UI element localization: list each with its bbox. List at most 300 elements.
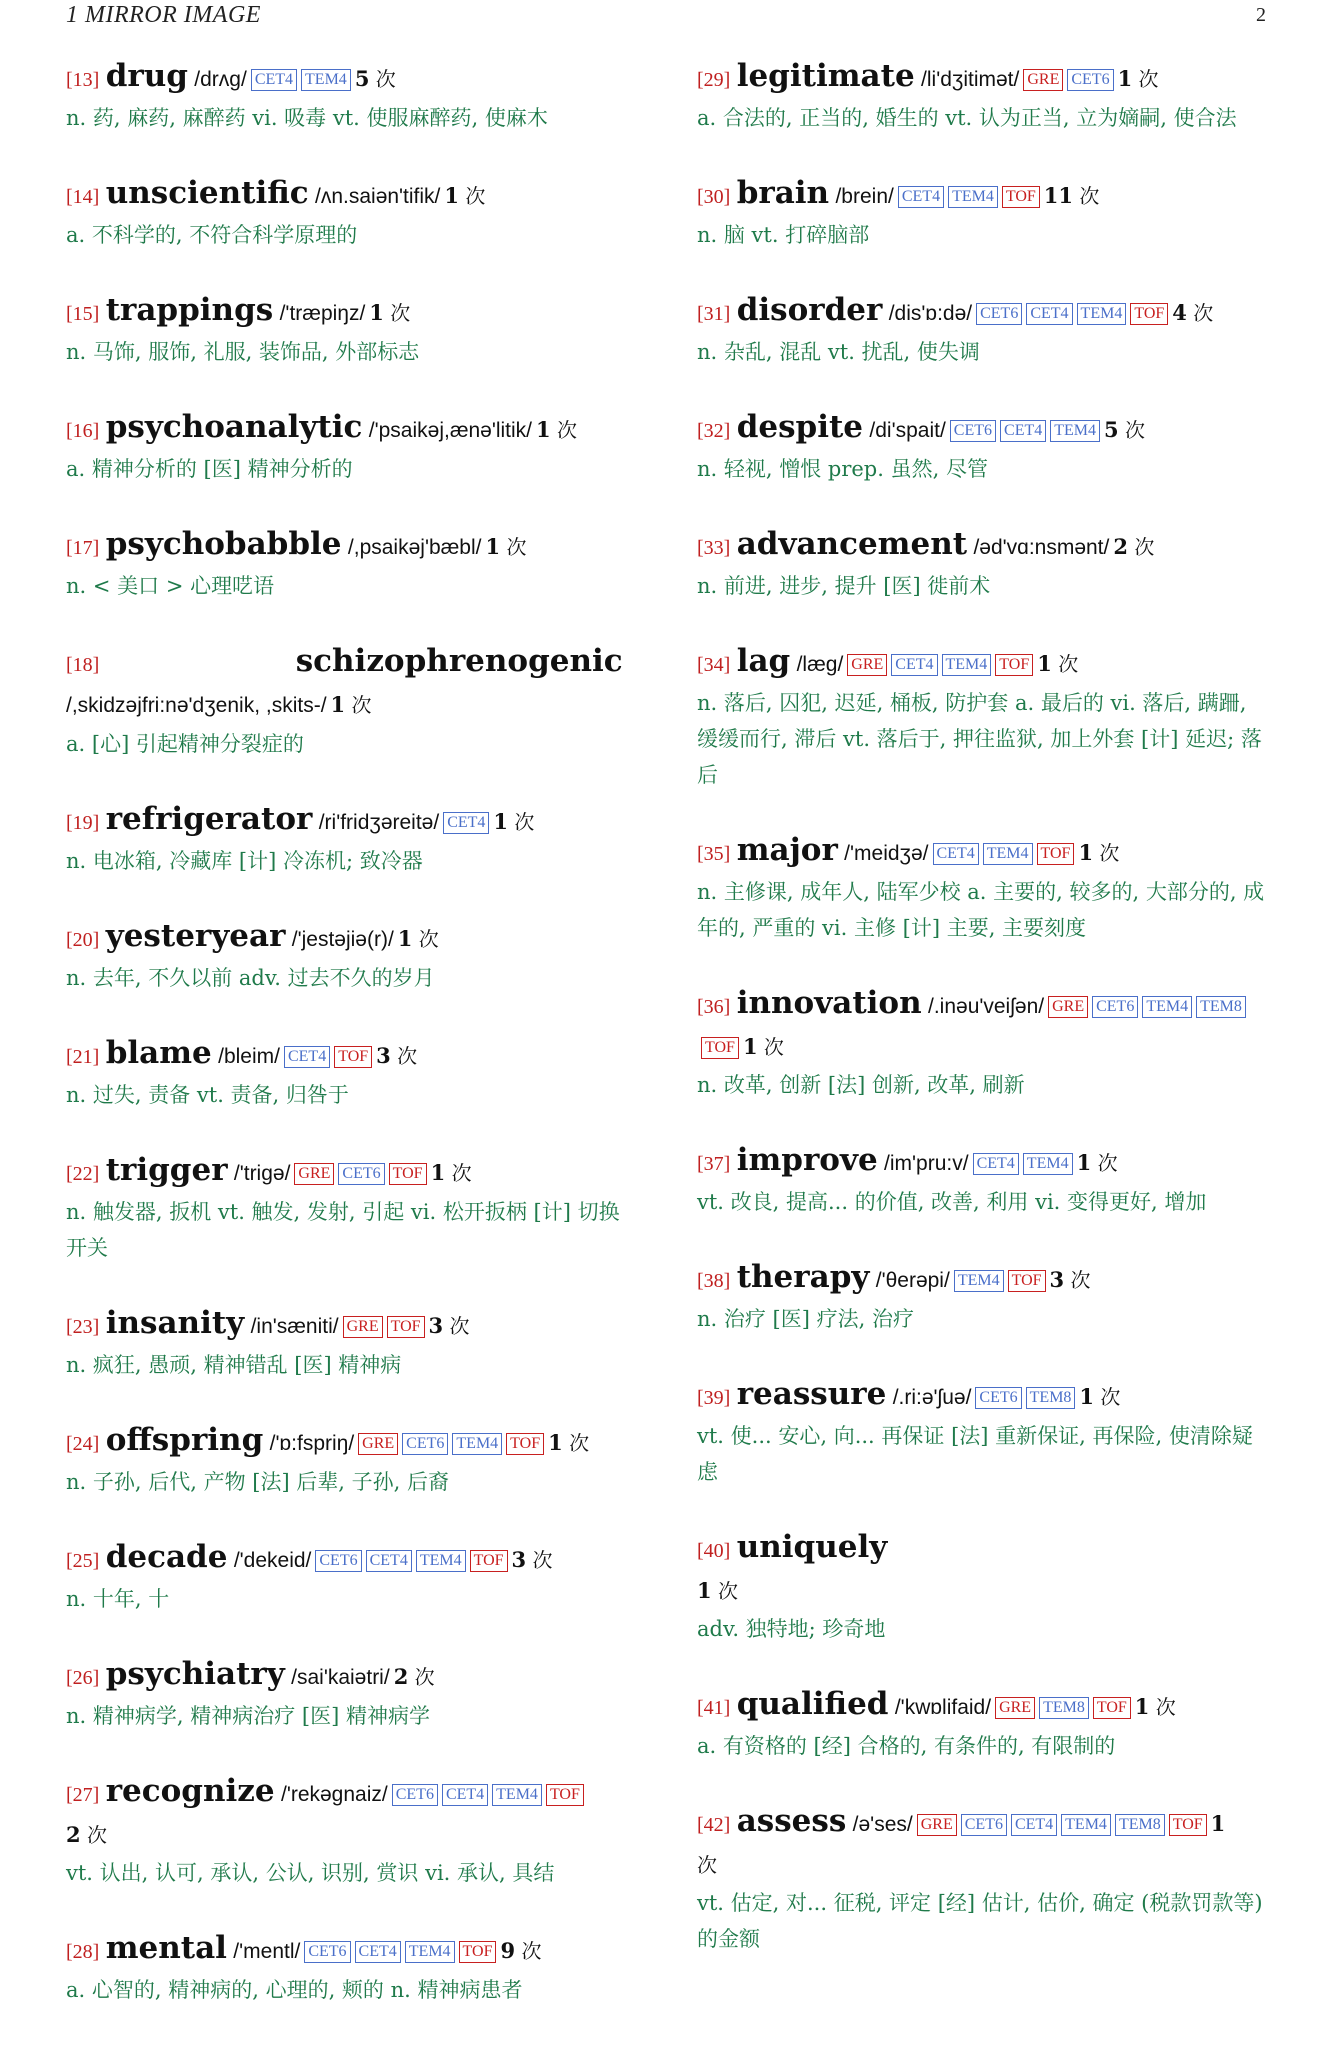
exam-tag: TEM4: [983, 843, 1033, 865]
left-column: [66, 56, 636, 2045]
phonetic: /sai'kaiətri/: [291, 1666, 390, 1689]
frequency-count: 9: [500, 1938, 516, 1963]
vocab-entry: [66, 799, 636, 879]
entry-index: [33]: [697, 537, 731, 559]
headword: disorder: [736, 292, 883, 328]
frequency-unit: 次: [1070, 1268, 1091, 1292]
headword: brain: [736, 175, 830, 211]
entry-headline: [66, 173, 636, 217]
exam-tag: TEM4: [492, 1784, 542, 1806]
entry-index: [30]: [697, 186, 731, 208]
exam-tag: GRE: [917, 1814, 957, 1836]
exam-tag: CET6: [392, 1784, 438, 1806]
vocab-entry: [697, 1374, 1267, 1490]
frequency-count: 1: [697, 1578, 712, 1603]
entry-index: [29]: [697, 69, 731, 91]
entry-phonetic-line: [66, 685, 636, 726]
exam-tag: TOF: [387, 1316, 425, 1338]
exam-tag: TOF: [459, 1941, 497, 1963]
frequency-count: 5: [354, 66, 370, 91]
frequency-unit: 次: [532, 1548, 553, 1572]
definition: a. 有资格的 [经] 合格的, 有条件的, 有限制的: [697, 1734, 1116, 1758]
entry-headline: [697, 1257, 1267, 1301]
vocab-entry: [66, 916, 636, 996]
frequency-unit: 次: [1193, 301, 1214, 325]
phonetic: /.ri:ə'ʃuə/: [892, 1386, 972, 1409]
frequency-count: 1: [1134, 1694, 1150, 1719]
exam-tag: CET4: [973, 1153, 1019, 1175]
vocab-entry: [66, 1771, 636, 1891]
phonetic: /brein/: [835, 185, 894, 208]
definition: n. 主修课, 成年人, 陆军少校 a. 主要的, 较多的, 大部分的, 成年的, 严重的 vi. 主修 [计] 主要, 主要刻度: [697, 880, 1265, 940]
phonetic: /'jestəjiə(r)/: [291, 928, 394, 951]
exam-tag: CET4: [284, 1046, 330, 1068]
phonetic: /'ɒ:fspriŋ/: [269, 1432, 355, 1455]
phonetic: /əd'vɑ:nsmənt/: [973, 536, 1110, 559]
exam-tag: CET6: [950, 420, 996, 442]
entry-index: [20]: [66, 929, 100, 951]
definition: n. < 美口 > 心理呓语: [66, 574, 275, 598]
exam-tag: TEM4: [452, 1433, 502, 1455]
definition: n. 落后, 囚犯, 迟延, 桶板, 防护套 a. 最后的 vi. 落后, 蹒跚, 缓缓而行, 滞后 vt. 落后于, 押往监狱, 加上外套 [计] 延迟; 落后: [697, 691, 1262, 787]
frequency-unit: 次: [697, 1853, 717, 1877]
headword: despite: [736, 409, 864, 445]
frequency-unit: 次: [506, 535, 527, 559]
entry-index: [40]: [697, 1540, 731, 1562]
vocab-entry: [66, 1420, 636, 1500]
vocab-entry: [66, 407, 636, 487]
frequency-count: 3: [1049, 1267, 1065, 1292]
entry-headline: [697, 1527, 1267, 1611]
phonetic: /'træpiŋz/: [279, 302, 366, 325]
frequency-unit: 次: [1099, 841, 1120, 865]
exam-tag: TEM8: [1039, 1697, 1089, 1719]
entry-index: [27]: [66, 1784, 100, 1806]
exam-tag: TOF: [1093, 1697, 1131, 1719]
frequency-unit: 次: [1097, 1151, 1118, 1175]
exam-tag: CET6: [975, 1387, 1021, 1409]
entry-headline: [66, 1033, 636, 1077]
phonetic: /'θerəpi/: [875, 1269, 950, 1292]
vocab-entry: [697, 1257, 1267, 1337]
entry-index: [25]: [66, 1550, 100, 1572]
entry-headline: [697, 1801, 1267, 1885]
frequency-unit: 次: [375, 67, 396, 91]
entry-headline: [66, 1771, 636, 1855]
definition: a. [心] 引起精神分裂症的: [66, 732, 304, 756]
frequency-unit: 次: [1079, 184, 1100, 208]
exam-tag: CET6: [338, 1163, 384, 1185]
headword: insanity: [105, 1305, 245, 1341]
vocab-entry: [66, 1654, 636, 1734]
frequency-unit: 次: [465, 184, 486, 208]
phonetic: /'psaikəj,ænə'litik/: [368, 419, 533, 442]
frequency-count: 1: [1076, 1150, 1092, 1175]
frequency-unit: 次: [1134, 535, 1155, 559]
exam-tag: TEM4: [416, 1550, 466, 1572]
exam-tag: TOF: [1037, 843, 1075, 865]
phonetic: /læg/: [796, 653, 844, 676]
entry-headline: [697, 1684, 1267, 1728]
entry-headline: [66, 1654, 636, 1698]
headword: psychobabble: [105, 526, 342, 562]
exam-tag: TEM4: [948, 186, 998, 208]
frequency-unit: 次: [414, 1665, 435, 1689]
frequency-unit: 次: [1125, 418, 1145, 442]
entry-index: [23]: [66, 1316, 100, 1338]
exam-tag: TOF: [1008, 1270, 1046, 1292]
headword: therapy: [736, 1259, 870, 1295]
frequency-count: 1: [444, 183, 460, 208]
exam-tag: TEM4: [1077, 303, 1127, 325]
exam-tag: GRE: [294, 1163, 334, 1185]
frequency-count: 1: [369, 300, 384, 325]
exam-tag: CET4: [1011, 1814, 1057, 1836]
exam-tag: GRE: [358, 1433, 398, 1455]
definition: n. 子孙, 后代, 产物 [法] 后辈, 子孙, 后裔: [66, 1470, 450, 1494]
exam-tag: TEM4: [1023, 1153, 1073, 1175]
phonetic: /,psaikəj'bæbl/: [347, 536, 482, 559]
entry-headline: [697, 983, 1267, 1067]
frequency-unit: 次: [451, 1161, 472, 1185]
frequency-unit: 次: [351, 693, 372, 717]
phonetic: /ri'fridʒəreitə/: [318, 811, 440, 834]
entry-index: [13]: [66, 69, 100, 91]
vocab-entry: [697, 290, 1267, 370]
frequency-unit: 次: [418, 927, 439, 951]
exam-tag: TEM4: [954, 1270, 1004, 1292]
definition: n. 过失, 责备 vt. 责备, 归咎于: [66, 1083, 349, 1107]
headword: assess: [736, 1803, 847, 1839]
entry-index: [37]: [697, 1153, 731, 1175]
vocab-entry: [697, 983, 1267, 1103]
vocab-entry: [66, 641, 636, 762]
entry-index: [17]: [66, 537, 100, 559]
headword: recognize: [105, 1773, 275, 1809]
exam-tag: GRE: [1048, 996, 1088, 1018]
exam-tag: TOF: [995, 654, 1033, 676]
exam-tag: CET4: [933, 843, 979, 865]
entry-headline: [66, 799, 636, 843]
frequency-count: 1: [1210, 1811, 1226, 1836]
frequency-count: 1: [1037, 651, 1052, 676]
frequency-count: 1: [536, 417, 551, 442]
entry-index: [18]: [66, 654, 100, 676]
definition: n. 十年, 十: [66, 1587, 170, 1611]
frequency-count: 2: [393, 1664, 409, 1689]
entry-headline: [66, 1150, 636, 1194]
vocab-entry: [697, 407, 1267, 487]
frequency-count: 2: [66, 1822, 81, 1847]
entry-headline: [66, 1928, 636, 1972]
definition: n. 去年, 不久以前 adv. 过去不久的岁月: [66, 966, 435, 990]
headword: advancement: [736, 526, 968, 562]
exam-tag: CET4: [355, 1941, 401, 1963]
frequency-unit: 次: [449, 1314, 470, 1338]
exam-tag: TEM4: [301, 69, 351, 91]
entry-headline: [66, 1303, 636, 1347]
headword: reassure: [736, 1376, 887, 1412]
headword: improve: [736, 1142, 878, 1178]
vocab-entry: [697, 1140, 1267, 1220]
exam-tag: GRE: [847, 654, 887, 676]
definition: vt. 改良, 提高... 的价值, 改善, 利用 vi. 变得更好, 增加: [697, 1190, 1207, 1214]
entry-headline: [66, 916, 636, 960]
definition: n. 药, 麻药, 麻醉药 vi. 吸毒 vt. 使服麻醉药, 使麻木: [66, 106, 548, 130]
definition: n. 电冰箱, 冷藏库 [计] 冷冻机; 致冷器: [66, 849, 423, 873]
vocab-entry: [697, 524, 1267, 604]
entry-index: [34]: [697, 654, 731, 676]
definition: a. 心智的, 精神病的, 心理的, 颊的 n. 精神病患者: [66, 1978, 523, 2002]
definition: n. 脑 vt. 打碎脑部: [697, 223, 870, 247]
exam-tag: GRE: [995, 1697, 1035, 1719]
frequency-count: 1: [330, 692, 346, 717]
exam-tag: CET4: [251, 69, 297, 91]
exam-tag: TEM8: [1115, 1814, 1165, 1836]
exam-tag: TOF: [546, 1784, 584, 1806]
frequency-unit: 次: [763, 1035, 784, 1059]
definition: n. 触发器, 扳机 vt. 触发, 发射, 引起 vi. 松开扳柄 [计] 切换开关: [66, 1200, 620, 1260]
entry-index: [19]: [66, 812, 100, 834]
exam-tag: CET6: [402, 1433, 448, 1455]
definition: vt. 估定, 对... 征税, 评定 [经] 估计, 估价, 确定 (税款罚款等) 的金额: [697, 1891, 1263, 1951]
frequency-count: 11: [1043, 183, 1074, 208]
headword: qualified: [736, 1686, 889, 1722]
vocab-entry: [66, 1150, 636, 1266]
frequency-count: 3: [428, 1313, 444, 1338]
headword: uniquely: [736, 1529, 888, 1565]
headword: decade: [105, 1539, 228, 1575]
entry-index: [21]: [66, 1046, 100, 1068]
entry-headline: [66, 524, 636, 568]
frequency-unit: 次: [521, 1939, 542, 1963]
headword: schizophrenogenic: [295, 643, 623, 679]
frequency-unit: 次: [1100, 1385, 1121, 1409]
exam-tag: TOF: [506, 1433, 544, 1455]
vocab-entry: [66, 1537, 636, 1617]
vocab-entry: [66, 1928, 636, 2008]
definition: a. 合法的, 正当的, 婚生的 vt. 认为正当, 立为嫡嗣, 使合法: [697, 106, 1237, 130]
entry-headline: [697, 56, 1267, 100]
page-header: [66, 2, 1266, 28]
exam-tag: TEM4: [1050, 420, 1100, 442]
definition: vt. 认出, 认可, 承认, 公认, 识别, 赏识 vi. 承认, 具结: [66, 1861, 555, 1885]
definition: n. 马饰, 服饰, 礼服, 装饰品, 外部标志: [66, 340, 420, 364]
exam-tag: CET6: [304, 1941, 350, 1963]
entry-index: [36]: [697, 996, 731, 1018]
headword: yesteryear: [105, 918, 286, 954]
entry-headline: [697, 407, 1267, 451]
definition: a. 精神分析的 [医] 精神分析的: [66, 457, 353, 481]
exam-tag: CET4: [1000, 420, 1046, 442]
definition: adv. 独特地; 珍奇地: [697, 1617, 886, 1641]
exam-tag: CET4: [366, 1550, 412, 1572]
definition: n. 杂乱, 混乱 vt. 扰乱, 使失调: [697, 340, 980, 364]
frequency-unit: 次: [557, 418, 578, 442]
entry-headline: [697, 524, 1267, 568]
frequency-count: 1: [485, 534, 501, 559]
headword: major: [736, 832, 838, 868]
vocab-entry: [697, 173, 1267, 253]
entry-index: [39]: [697, 1387, 731, 1409]
phonetic: /im'pru:v/: [884, 1152, 969, 1175]
definition: n. 改革, 创新 [法] 创新, 改革, 刷新: [697, 1073, 1025, 1097]
phonetic: /.inəu'veiʃən/: [928, 995, 1045, 1018]
exam-tag: CET4: [442, 1784, 488, 1806]
phonetic: /bleim/: [218, 1045, 280, 1068]
exam-tag: TOF: [389, 1163, 427, 1185]
vocab-entry: [697, 1801, 1267, 1957]
phonetic: /di'spait/: [869, 419, 946, 442]
frequency-unit: 次: [1155, 1695, 1176, 1719]
headword: mental: [105, 1930, 227, 1966]
frequency-count: 1: [430, 1160, 446, 1185]
frequency-unit: 次: [397, 1044, 418, 1068]
definition: vt. 使... 安心, 向... 再保证 [法] 重新保证, 再保险, 使清除疑虑: [697, 1424, 1253, 1484]
exam-tag: TOF: [701, 1037, 739, 1059]
phonetic: /dis'ɒ:də/: [888, 302, 973, 325]
definition: n. 疯狂, 愚顽, 精神错乱 [医] 精神病: [66, 1353, 402, 1377]
headword: blame: [105, 1035, 212, 1071]
phonetic: /,skidzəjfri:nə'dʒenik, ,skits-/: [66, 694, 327, 717]
frequency-count: 3: [511, 1547, 527, 1572]
frequency-count: 1: [1078, 840, 1094, 865]
exam-tag: CET6: [1067, 69, 1113, 91]
entry-index: [42]: [697, 1814, 731, 1836]
exam-tag: TOF: [1169, 1814, 1207, 1836]
exam-tag: TEM4: [1142, 996, 1192, 1018]
frequency-unit: 次: [569, 1431, 590, 1455]
entry-index: [24]: [66, 1433, 100, 1455]
entry-headline: [697, 1374, 1267, 1418]
exam-tag: TOF: [470, 1550, 508, 1572]
entry-headline: [697, 830, 1267, 874]
exam-tag: TEM8: [1026, 1387, 1076, 1409]
frequency-count: 1: [1079, 1384, 1095, 1409]
frequency-unit: 次: [1058, 652, 1079, 676]
entry-index: [26]: [66, 1667, 100, 1689]
entry-index: [16]: [66, 420, 100, 442]
definition: n. 精神病学, 精神病治疗 [医] 精神病学: [66, 1704, 430, 1728]
entry-index: [41]: [697, 1697, 731, 1719]
entry-headline: [66, 56, 636, 100]
exam-tag: CET6: [315, 1550, 361, 1572]
headword: refrigerator: [105, 801, 313, 837]
entry-headline: [66, 641, 636, 685]
exam-tag: TOF: [1130, 303, 1168, 325]
definition: n. 轻视, 憎恨 prep. 虽然, 尽管: [697, 457, 988, 481]
phonetic: /in'sæniti/: [250, 1315, 339, 1338]
phonetic: /'trigə/: [233, 1162, 291, 1185]
frequency-count: 1: [548, 1430, 563, 1455]
frequency-count: 4: [1172, 300, 1187, 325]
frequency-count: 1: [493, 809, 509, 834]
frequency-count: 1: [397, 926, 413, 951]
entry-headline: [697, 173, 1267, 217]
exam-tag: CET4: [443, 812, 489, 834]
vocab-entry: [66, 524, 636, 604]
headword: psychiatry: [105, 1656, 285, 1692]
entry-index: [14]: [66, 186, 100, 208]
entry-headline: [66, 1537, 636, 1581]
definition: a. 不科学的, 不符合科学原理的: [66, 223, 358, 247]
exam-tag: CET4: [1026, 303, 1072, 325]
frequency-count: 1: [1117, 66, 1133, 91]
phonetic: /'mentl/: [233, 1940, 301, 1963]
entry-headline: [697, 641, 1267, 685]
exam-tag: TOF: [334, 1046, 372, 1068]
headword: drug: [105, 58, 188, 94]
vocab-entry: [66, 1303, 636, 1383]
phonetic: /ə'ses/: [852, 1813, 913, 1836]
entry-index: [38]: [697, 1270, 731, 1292]
running-title: 1 MIRROR IMAGE: [66, 2, 261, 28]
entry-index: [32]: [697, 420, 731, 442]
exam-tag: TOF: [1002, 186, 1040, 208]
headword: trappings: [105, 292, 274, 328]
headword: lag: [736, 643, 791, 679]
frequency-unit: 次: [514, 810, 535, 834]
headword: innovation: [736, 985, 922, 1021]
entry-headline: [66, 290, 636, 334]
frequency-count: 5: [1104, 417, 1119, 442]
exam-tag: TEM8: [1196, 996, 1246, 1018]
entry-headline: [697, 290, 1267, 334]
entry-headline: [697, 1140, 1267, 1184]
headword: unscientific: [105, 175, 309, 211]
frequency-count: 3: [376, 1043, 391, 1068]
phonetic: /drʌg/: [194, 68, 247, 91]
entry-index: [35]: [697, 843, 731, 865]
entry-headline: [66, 407, 636, 451]
headword: offspring: [105, 1422, 264, 1458]
entry-index: [28]: [66, 1941, 100, 1963]
vocab-entry: [697, 1527, 1267, 1647]
exam-tag: CET6: [976, 303, 1022, 325]
frequency-unit: 次: [717, 1579, 738, 1603]
phonetic: /li'dʒitimət/: [921, 68, 1020, 91]
right-column: [697, 56, 1267, 1994]
vocab-entry: [697, 830, 1267, 946]
frequency-unit: 次: [86, 1823, 107, 1847]
page-number: 2: [1256, 4, 1266, 26]
frequency-unit: 次: [1138, 67, 1159, 91]
exam-tag: TEM4: [942, 654, 992, 676]
vocab-entry: [697, 641, 1267, 793]
headword: legitimate: [736, 58, 915, 94]
phonetic: /ʌn.saiən'tifik/: [315, 185, 441, 208]
vocab-entry: [66, 290, 636, 370]
definition: n. 前进, 进步, 提升 [医] 徙前术: [697, 574, 991, 598]
vocab-entry: [697, 1684, 1267, 1764]
phonetic: /'meidʒə/: [844, 842, 929, 865]
phonetic: /'dekeid/: [233, 1549, 312, 1572]
headword: psychoanalytic: [105, 409, 363, 445]
headword: trigger: [105, 1152, 228, 1188]
exam-tag: CET6: [961, 1814, 1007, 1836]
frequency-count: 1: [742, 1034, 758, 1059]
exam-tag: TEM4: [405, 1941, 455, 1963]
vocab-entry: [66, 173, 636, 253]
vocab-entry: [697, 56, 1267, 136]
entry-index: [31]: [697, 303, 731, 325]
phonetic: /'rekəgnaiz/: [280, 1783, 388, 1806]
exam-tag: CET4: [891, 654, 937, 676]
exam-tag: CET6: [1092, 996, 1138, 1018]
phonetic: /'kwɒlifaid/: [894, 1696, 992, 1719]
exam-tag: CET4: [898, 186, 944, 208]
frequency-count: 2: [1113, 534, 1128, 559]
